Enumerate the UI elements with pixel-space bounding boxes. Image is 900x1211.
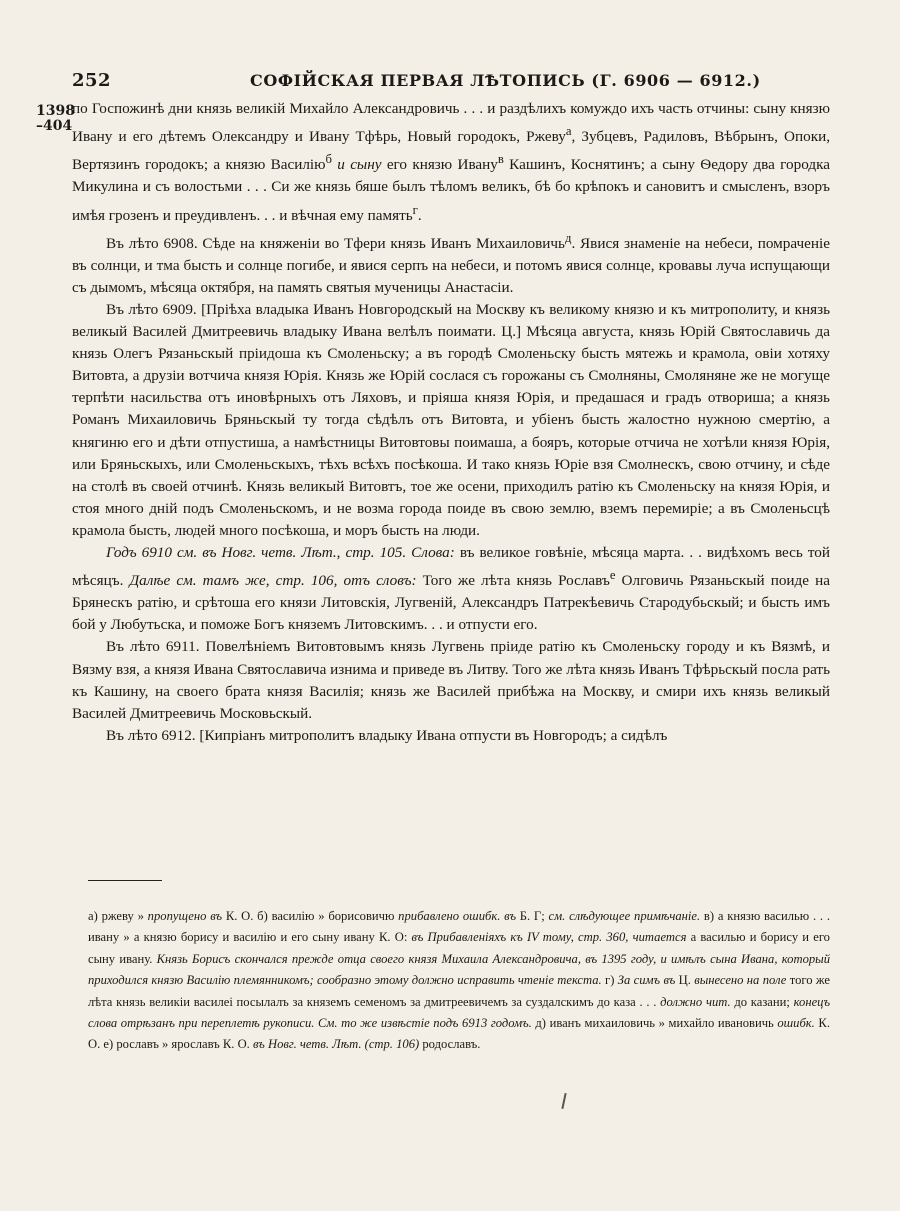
text-run: прибавлено ошибк. въ (398, 909, 516, 923)
text-run: Олговичь Рязаньскый поиде на Брянескъ ратію, и срѣтоша его князи Литовскія, Лугвеній, Александръ Патрекѣевичь Стародубьскый; и бысть имъ бой у Любутьска, и поможе Богъ княземъ Литовскимъ. . . и отпусти его. (72, 572, 830, 634)
text-run: родославъ. (419, 1037, 481, 1052)
paragraph (72, 636, 830, 724)
paragraph (72, 725, 830, 747)
text-run: вынесено на поле (694, 973, 787, 988)
paragraph (72, 98, 830, 227)
pencil-mark (561, 1093, 566, 1109)
text-run: Въ лѣто 6912. [Кипріанъ митрополитъ владыку Ивана отпусти въ Новгородъ; а сидѣлъ (106, 726, 668, 744)
text-run: см. слѣдующее примѣчаніе. (548, 909, 701, 923)
text-run: должно чит. (660, 994, 731, 1009)
text-run: того же лѣта князь великіи василеі посылалъ за княземъ семеномъ за дмитреевичемъ за суздалскимъ до каза . . . (88, 973, 830, 1009)
text-run: конецъ слова отрѣзанъ при переплетѣ рукописи. См. то же извѣстіе подъ 6913 годомъ. (88, 994, 830, 1031)
footnote-marker: в (497, 152, 504, 167)
page-header (70, 66, 830, 96)
text-run: Въ лѣто 6911. Повелѣніемъ Витовтовымъ князь Лугвень пріиде ратію къ Смоленьску городу и къ Вязмѣ, и Вязму взя, а князя Ивана Святославича изнима и приведе въ Литву. Того же лѣта князь Иванъ Тфѣрьскый посла рать къ Кашину, на своего брата князя Василія; князь же Василей прибѣжа на Москву, и смири ихъ князь великый Василей Дмитреевичь Московьскый. (72, 638, 830, 722)
footnote-separator (88, 880, 162, 881)
text-run: Того же лѣта князь Рославъ (416, 572, 610, 590)
text-run: г) (601, 973, 618, 988)
footnote-paragraph (88, 906, 830, 1056)
footnote-marker: а (565, 124, 572, 139)
text-run: а василью и борису и его сыну ивану. (88, 930, 830, 966)
text-run: , Зубцевъ, Радиловъ, Вѣбрынъ, Опоки, Вертязинъ городокъ; а князю Василію (72, 128, 830, 174)
text-run: . (417, 206, 422, 224)
text-run: Годъ 6910 см. въ Новг. четв. Лѣт., стр. 105. Слова: (106, 544, 455, 562)
chronicle-text (72, 98, 830, 747)
text-run: . Явися знаменіе на небеси, помраченіе въ солнци, и тма бысть и солнце погибе, и явися серпъ на небеси, и потомъ явися солнце, кровавы луча испущающи съ дымомъ, мѣсяца октября, на память святыя мученицы Анастасіи. (72, 234, 830, 296)
paragraph (72, 542, 830, 636)
text-run: в) а князю василью . . . ивану » а князю борису и василію и его сыну ивану К. О: (88, 909, 830, 945)
footnote-marker: б (325, 152, 332, 167)
text-run: К. О. е) рославъ » ярославъ К. О. (88, 1016, 830, 1052)
text-run: до казани; (730, 994, 794, 1009)
text-run: въ Прибавленіяхъ къ IV тому, стр. 360, читается (411, 930, 687, 945)
text-run: ошибк. (777, 1016, 815, 1031)
text-run: и сыну (337, 156, 382, 174)
text-run: пропущено въ (147, 909, 223, 923)
text-run: За симъ въ (617, 973, 676, 988)
text-run: Въ лѣто 6908. Сѣде на княженіи во Тфери князь Иванъ Михаиловичь (106, 234, 565, 252)
text-run: Кашинъ, Коснятинъ; а сыну Ѳедору два городка Микулина и съ волостьми . . . Си же князь бяше былъ тѣломъ великъ, бѣ бо крѣпокъ и сановитъ и смысленъ, взоръ имѣя грозенъ и преудивленъ. . . и вѣчная ему память (72, 156, 830, 224)
text-run: его князю Ивану (381, 156, 498, 174)
text-run: Далѣе см. тамъ же, стр. 106, отъ словъ: (129, 572, 417, 590)
paragraph (72, 299, 830, 542)
margin-year-start: 1398 (36, 103, 75, 119)
text-run: Князь Борисъ скончался прежде отца своего князя Михаила Александровича, въ 1395 году, и имѣлъ сына Ивана, который приходился князю Василію племянникомъ; сообразно этому должно исправить чтеніе текста. (88, 951, 830, 988)
paragraph (72, 227, 830, 299)
text-run: а) ржеву » (88, 909, 148, 923)
text-run: д) иванъ михаиловичь » михайло ивановичь (531, 1016, 778, 1031)
text-run: въ Новг. четв. Лѣт. (стр. 106) (252, 1037, 420, 1052)
page-number: 252 (72, 70, 112, 91)
footnote-marker: е (609, 568, 616, 583)
text-run: К. О. б) василію » борисовичю (222, 909, 399, 923)
footnote-marker: г (412, 202, 418, 217)
text-run: въ великое говѣніе, мѣсяца марта. . . видѣхомъ весь той мѣсяцъ. (72, 544, 830, 590)
footnotes (88, 906, 830, 1056)
running-title: СОФІЙСКАЯ ПЕРВАЯ ЛѢТОПИСЬ (Г. 6906 — 6912.) (250, 71, 761, 90)
text-run: Ц. (675, 973, 695, 988)
text-run: Б. Г; (515, 909, 549, 923)
footnote-marker: д (564, 230, 572, 245)
margin-year-end: –404 (36, 118, 73, 134)
text-run: Въ лѣто 6909. [Пріѣха владыка Иванъ Новгородскый на Москву къ великому князю и къ митрополиту, и князь великый Василей Дмитреевичь владыку Ивана велѣлъ поимати. Ц.] Мѣсяца августа, князь Юрій Святославичь да князь Олегъ Рязаньскый пріидоша къ Смоленьску; а въ городѣ Смоленьску бысть мятежь и крамола, овіи хотяху Витовта, а друзіи вотчича князя Юрія. Князь же Юрій сослася съ горожаны съ Смолняны, Смоляняне же не могуще терпѣти насильства отъ иновѣрныхъ отъ Ляховъ, и пріяша князя Юрія, и предашася и градъ отвориша; а князь Романъ Михаиловичь Бряньскый ту тогда сѣдѣлъ отъ Витовта, и убіенъ бысть жалостно нужною смертію, а княгиню его и дѣти отпустиша, а намѣстницы Витовтовы поимаша, а бояръ, которые отчича не хотѣли князя Юрія, или Бряньскыхъ, или Смоленьскыхъ, тѣхъ всѣхъ посѣкоша. И тако князь Юріе взя Смолнескъ, свою отчину, и сѣде на столѣ въ своей отчинѣ. Князь великый Витовтъ, тое же осени, приходилъ ратію къ Смоленьску на князя Юрія, и стоя много дній подъ Смоленьскомъ, и не возма города поиде въ свою землю, вземъ перемиріе; а въ Смоленьсцѣ крамола бысть, людей много посѣкоша, и моръ бысть на люди. (72, 301, 830, 539)
text-run: по Госпожинѣ дни князь великій Михайло Александровичь . . . и раздѣлихъ комуждо ихъ часть отчины: сыну князю Ивану и его дѣтемъ Олександру и Ивану Тфѣрь, Новый городокъ, Ржеву (72, 100, 830, 146)
